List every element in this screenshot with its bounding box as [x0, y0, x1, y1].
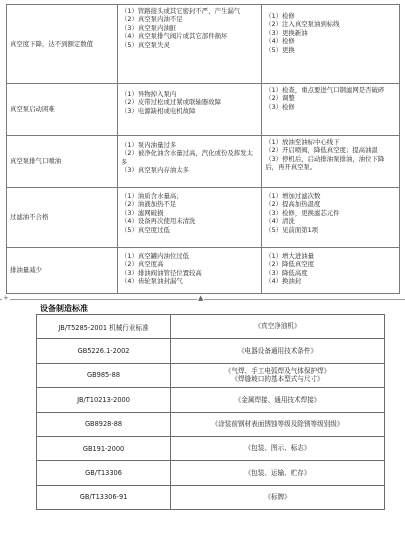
fault-remedy: （3）检修: [265, 102, 295, 111]
table-row: [7, 248, 400, 294]
standard-code: GB/T13306: [37, 461, 171, 485]
fault-symptom-cell: [7, 248, 118, 294]
resize-marker-icon[interactable]: ▲: [198, 294, 204, 302]
fault-remedy-cell: [262, 5, 400, 84]
standard-name-cell: [171, 412, 385, 436]
standard-name: 《真空净油机》: [254, 322, 301, 331]
standard-code: GB/T13306-91: [37, 485, 171, 509]
fault-remedy: （2）降低真空度: [265, 260, 314, 269]
fault-remedy-cell: [262, 188, 400, 248]
fault-remedy: （1）检查，重点要进气口钢滤网是否破碎: [265, 86, 385, 94]
fault-remedy: （1）检修: [265, 12, 295, 20]
fault-cause: （3）排油阀油管径位置较高: [121, 268, 202, 277]
table-move-handle[interactable]: +: [3, 294, 9, 302]
fault-symptom: 真空泵排气口喷油: [10, 157, 62, 166]
fault-cause: （2）真空度高: [121, 260, 164, 269]
fault-remedy: （3）检修，更换滤芯元件: [265, 208, 340, 217]
fault-cause-cell: [118, 84, 262, 136]
standard-name: 《电器设备通用技术条件》: [237, 346, 318, 355]
fault-remedy-cell: [262, 136, 400, 188]
fault-remedy: （4）清洗: [265, 217, 295, 226]
standard-code: JB/T5285-2001 机械行业标准: [37, 315, 171, 339]
standard-name-cell: [171, 363, 385, 387]
fault-remedy: （5）见前面第1项: [265, 225, 319, 234]
fault-remedy-cell: [262, 248, 400, 294]
standard-name-cell: [171, 388, 385, 412]
fault-symptom-cell: [7, 136, 118, 188]
fault-remedy: （2）注入真空泵油到标线: [265, 20, 340, 29]
fault-cause-cell: [118, 188, 262, 248]
standard-code: GB5226.1-2002: [37, 339, 171, 363]
standard-name-cell: [171, 461, 385, 485]
table-row: [37, 315, 385, 339]
fault-cause-cell: [118, 248, 262, 294]
fault-remedy: （2）开启喷阀，降低真空度；提高油温: [265, 146, 378, 155]
fault-remedy: （4）检修: [265, 37, 295, 46]
fault-symptom: 真空度下降，达不到额定数值: [10, 39, 94, 48]
fault-cause: （1）油质含水量高；: [121, 192, 183, 200]
standard-name-cell: [171, 315, 385, 339]
standard-name-cell: [171, 339, 385, 363]
fault-cause: （3）真空泵内存油太多: [121, 166, 190, 175]
fault-symptom-cell: [7, 5, 118, 84]
fault-cause: （1）管路接头或其它密封不严，产生漏气: [121, 7, 241, 15]
standard-name: 《金属焊接、通用技术焊接》: [234, 395, 321, 404]
fault-cause: （4）设备再次使用未清洗: [121, 217, 196, 226]
standard-name: 《包装、运输、贮存》: [244, 468, 311, 477]
fault-symptom: 过滤油不合格: [10, 213, 49, 222]
fault-cause-cell: [118, 5, 262, 84]
troubleshooting-table: [6, 4, 400, 294]
fault-cause-cell: [118, 136, 262, 188]
fault-cause: （1）泵内油量过多: [121, 141, 177, 149]
standard-code: GB985-88: [37, 363, 171, 387]
table-row: [7, 136, 400, 188]
standards-table: [36, 314, 385, 510]
table-row: [7, 84, 400, 136]
fault-cause: （5）真空泵失灵: [121, 40, 170, 49]
standard-code: JB/T10213-2000: [37, 388, 171, 412]
fault-remedy: （3）更换新油: [265, 28, 308, 37]
fault-cause: （2）油液加热不足: [121, 200, 177, 209]
fault-cause: （3）电源缺相或电机故障: [121, 106, 196, 115]
fault-remedy: （1）增大进油量: [265, 252, 314, 260]
fault-cause: （3）滤网破损: [121, 208, 164, 217]
table-row: [37, 388, 385, 412]
standard-name: 《包装、图示、标志》: [244, 444, 311, 453]
fault-cause: （4）真空泵排气阀片或其它部件损坏: [121, 32, 228, 41]
standard-name: 《焊缝坡口的基本型式与尺寸》: [231, 375, 324, 384]
table-row: [37, 412, 385, 436]
fault-cause: （2）真空泵内油不足: [121, 15, 183, 24]
table-row: [7, 188, 400, 248]
fault-remedy: （5）更换: [265, 45, 295, 54]
table-row: [7, 5, 400, 84]
fault-remedy: （1）增加过滤次数: [265, 192, 321, 200]
fault-remedy: （3）降低高度: [265, 268, 308, 277]
fault-symptom-cell: [7, 188, 118, 248]
standard-name-cell: [171, 485, 385, 509]
standard-name: 《标牌》: [264, 493, 291, 502]
fault-symptom-cell: [7, 84, 118, 136]
fault-remedy: （2）调整: [265, 94, 295, 103]
table-row: [37, 339, 385, 363]
fault-cause: （4）齿轮泵油封漏气: [121, 277, 183, 286]
standards-title: 设备制造标准: [40, 304, 88, 313]
fault-cause: （3）真空泵内油脏: [121, 23, 177, 32]
fault-cause: （5）真空度过低: [121, 225, 170, 234]
fault-cause: （2）皮带过松或过紧或联轴器故障: [121, 98, 221, 107]
fault-remedy-cell: [262, 84, 400, 136]
standard-name: 《气焊、手工电弧焊及气体保护焊》: [224, 366, 331, 375]
table-row: [37, 485, 385, 509]
standard-name: 《涂装前钢材表面锈蚀等级及除锈等级别级》: [211, 420, 344, 428]
fault-cause: （1）异物掉入泵内: [121, 90, 177, 98]
fault-remedy: （2）提高加热温度: [265, 200, 321, 209]
table-row: [37, 363, 385, 387]
fault-symptom: 排油量减少: [10, 266, 42, 275]
fault-symptom: 真空泵启动困难: [10, 105, 55, 114]
fault-cause: （2）被净化油含水量过高，汽化或份及挥发太多: [121, 149, 253, 166]
standard-name-cell: [171, 436, 385, 460]
table-row: [37, 461, 385, 485]
fault-remedy: （1）放油至油标中心线下: [265, 138, 340, 146]
fault-remedy: （3）停机后，启动排油泵排油，油位下降后，再开真空泵。: [265, 154, 385, 172]
table-row: [37, 436, 385, 460]
standard-code: GB8928-88: [37, 412, 171, 436]
fault-cause: （1）真空罐内油位过低: [121, 252, 190, 260]
fault-remedy: （4）换油封: [265, 277, 302, 286]
standard-code: GB191-2000: [37, 436, 171, 460]
